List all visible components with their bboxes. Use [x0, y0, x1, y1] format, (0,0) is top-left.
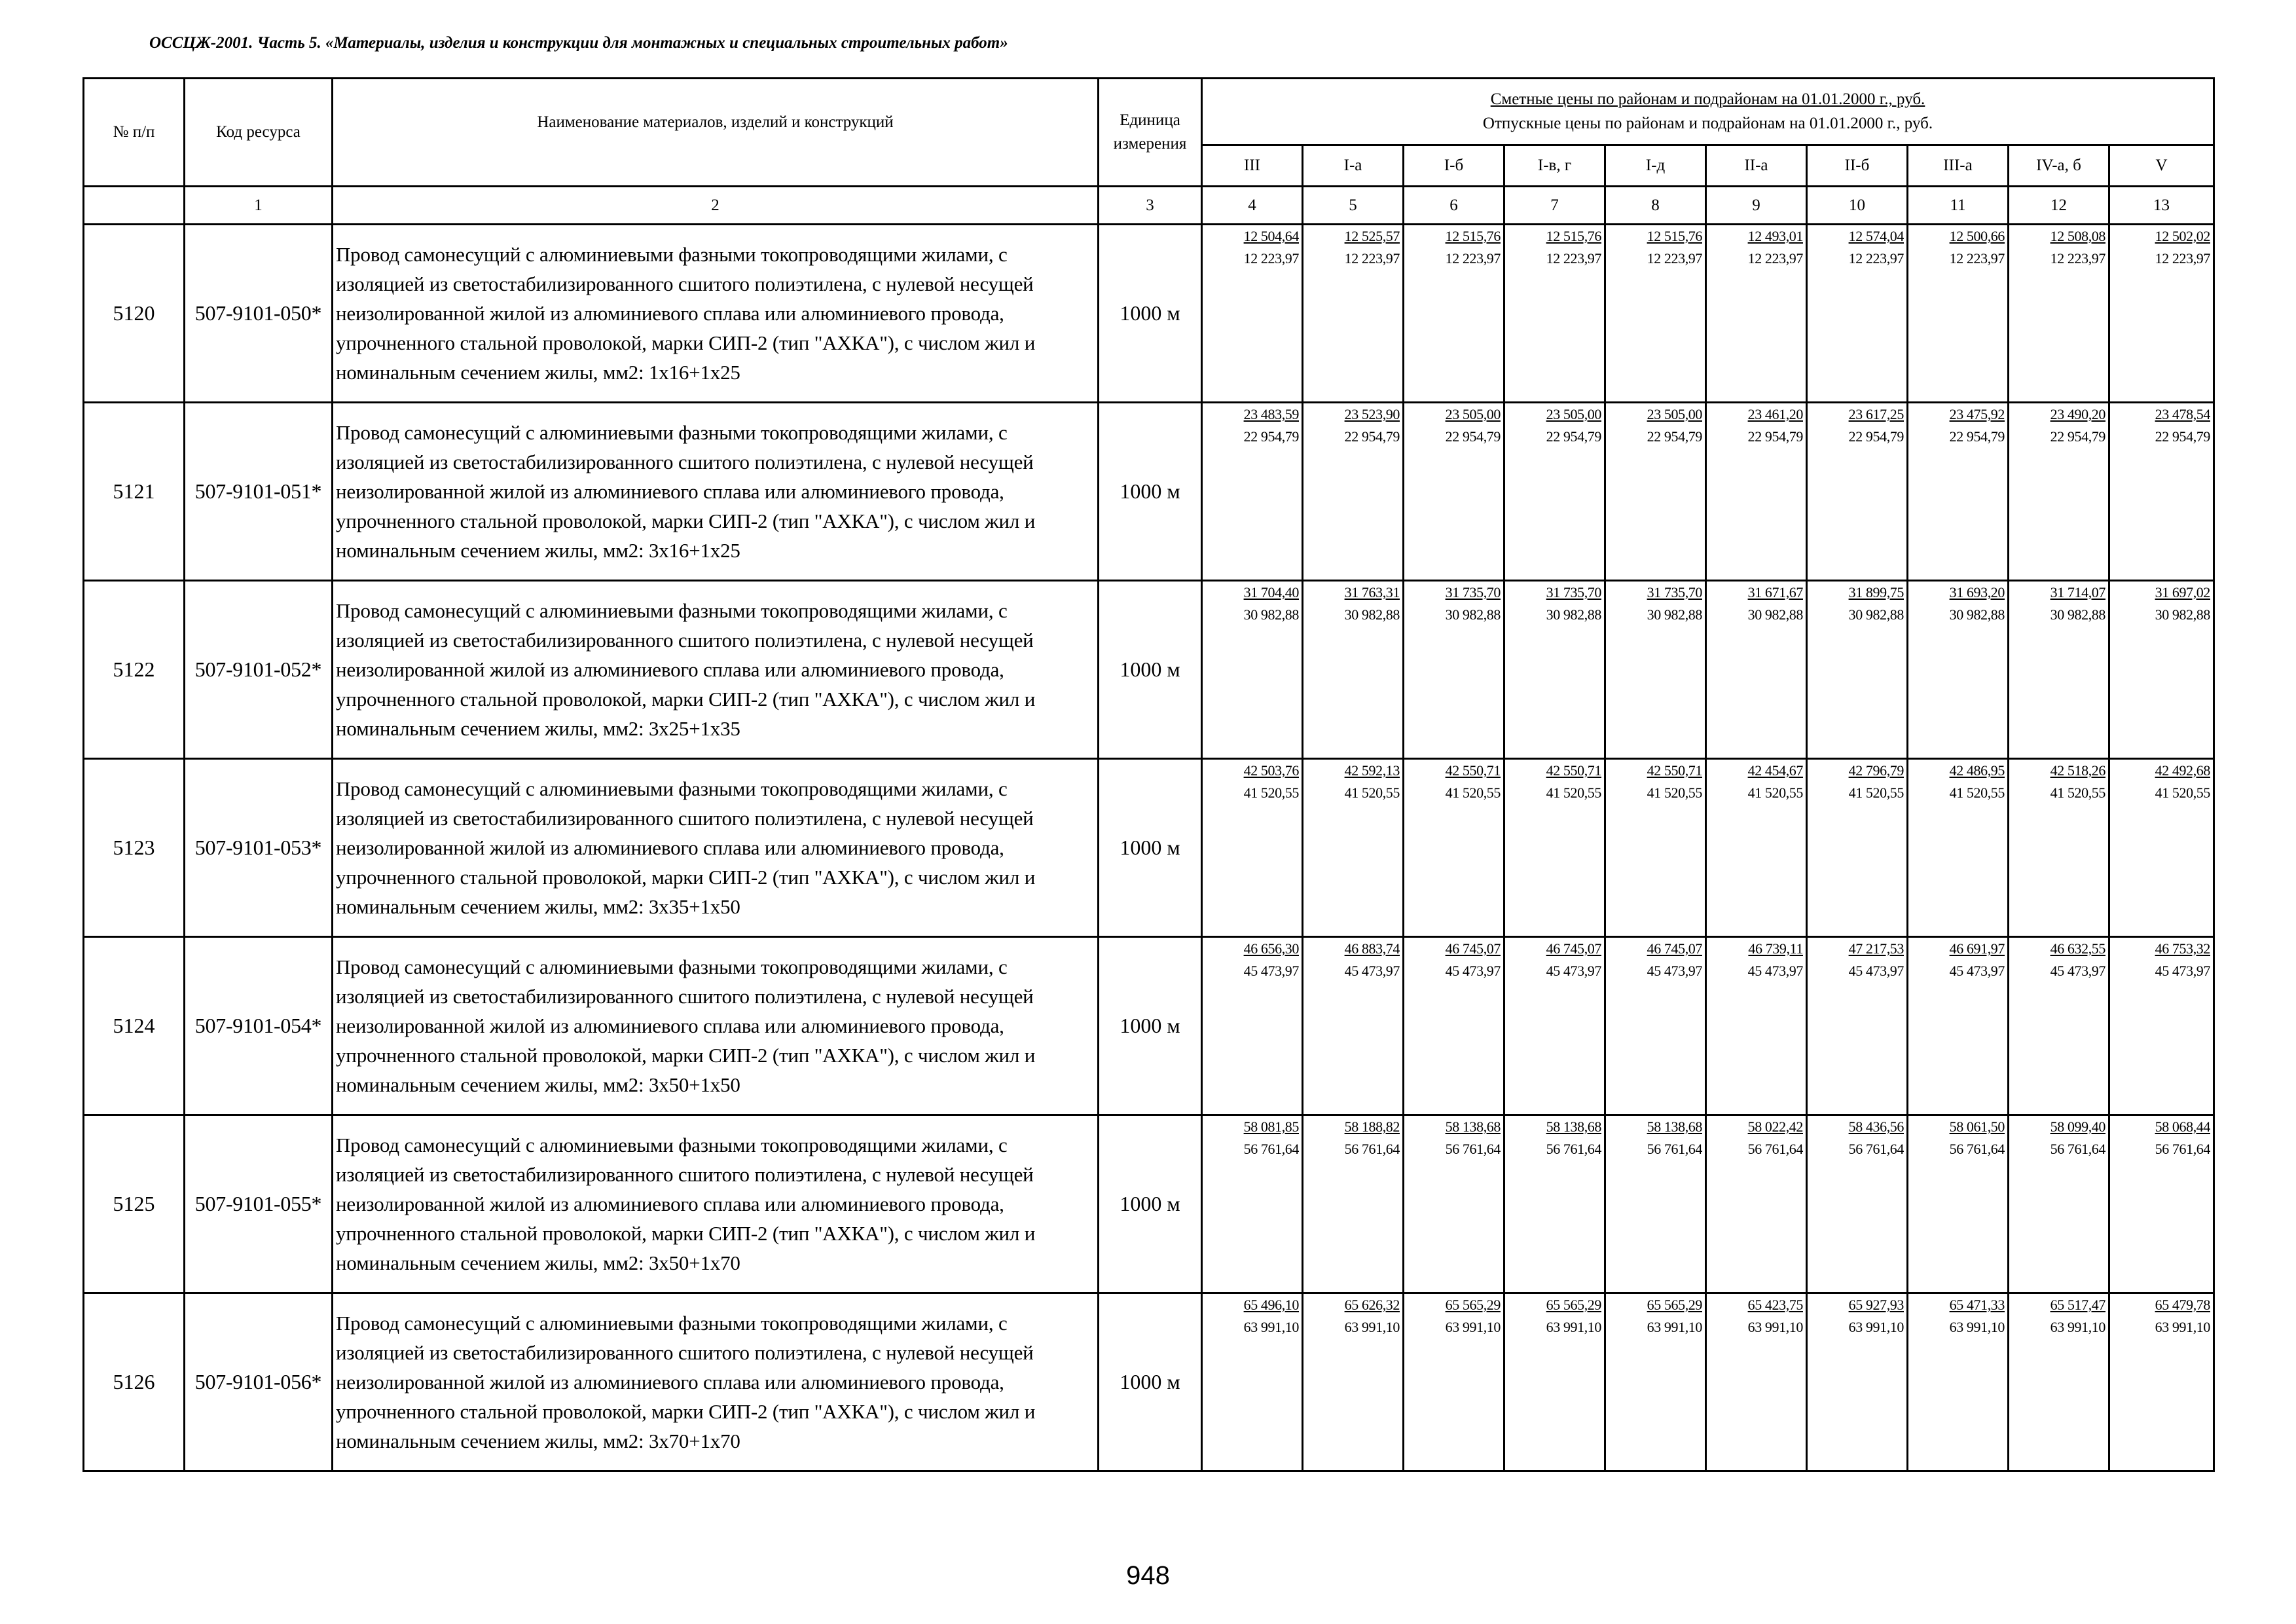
column-number: 4: [1202, 187, 1303, 225]
price-cell: [1202, 1293, 1303, 1471]
release-price: 22 954,79: [1344, 428, 1400, 445]
estimated-price: 12 515,76: [1647, 228, 1702, 244]
release-price: 30 982,88: [1949, 606, 2005, 623]
estimated-price: 46 883,74: [1344, 940, 1400, 957]
price-cell: [1202, 403, 1303, 581]
release-price: 22 954,79: [1747, 428, 1803, 445]
release-price: 41 520,55: [1848, 784, 1904, 801]
header-material-name: Наименование материалов, изделий и конструкций: [333, 79, 1099, 187]
price-cell: [1404, 759, 1504, 937]
header-resource-code: Код ресурса: [185, 79, 333, 187]
release-price: 30 982,88: [1445, 606, 1501, 623]
unit-cell: 1000 м: [1099, 1293, 1202, 1471]
release-price: 12 223,97: [1848, 250, 1904, 267]
price-cell: [1504, 403, 1605, 581]
release-price: 56 761,64: [2155, 1141, 2211, 1157]
material-name: Провод самонесущий с алюминиевыми фазными токопроводящими жилами, с изоляцией из светостабилизированного сшитого полиэтилена, с нулевой несущей неизолированной жилой из алюминиевого сплава или алюминиевого провода, упрочненного стальной проволокой, марки СИП-2 (тип "АХКА"), с числом жил и номинальным сечением жилы, мм2: 3х50+1х70: [333, 1115, 1099, 1293]
unit-cell: 1000 м: [1099, 759, 1202, 937]
release-price: 56 761,64: [1647, 1141, 1702, 1157]
release-price: 45 473,97: [1848, 963, 1904, 979]
price-cell: [1404, 1293, 1504, 1471]
release-price: 45 473,97: [2050, 963, 2105, 979]
price-cell: [1908, 759, 2009, 937]
price-cell: [1605, 937, 1706, 1115]
price-cell: [1807, 225, 1908, 403]
unit-cell: 1000 м: [1099, 581, 1202, 759]
estimated-price: 23 490,20: [2050, 406, 2105, 422]
release-price: 63 991,10: [1647, 1319, 1702, 1335]
row-number: 5126: [84, 1293, 185, 1471]
release-price: 41 520,55: [1747, 784, 1803, 801]
price-cell: [2109, 225, 2214, 403]
estimated-price: 65 626,32: [1344, 1297, 1400, 1313]
estimated-price: 23 475,92: [1949, 406, 2005, 422]
price-cell: [1706, 403, 1807, 581]
price-cell: [2009, 581, 2109, 759]
estimated-price: 58 188,82: [1344, 1118, 1400, 1135]
price-cell: [1908, 581, 2009, 759]
table-row: [84, 225, 2214, 403]
material-name: Провод самонесущий с алюминиевыми фазными токопроводящими жилами, с изоляцией из светостабилизированного сшитого полиэтилена, с нулевой несущей неизолированной жилой из алюминиевого сплава или алюминиевого провода, упрочненного стальной проволокой, марки СИП-2 (тип "АХКА"), с числом жил и номинальным сечением жилы, мм2: 3х70+1х70: [333, 1293, 1099, 1471]
price-cell: [1303, 937, 1404, 1115]
material-name: Провод самонесущий с алюминиевыми фазными токопроводящими жилами, с изоляцией из светостабилизированного сшитого полиэтилена, с нулевой несущей неизолированной жилой из алюминиевого сплава или алюминиевого провода, упрочненного стальной проволокой, марки СИП-2 (тип "АХКА"), с числом жил и номинальным сечением жилы, мм2: 1х16+1х25: [333, 225, 1099, 403]
estimated-price: 23 617,25: [1848, 406, 1904, 422]
price-cell: [1706, 1115, 1807, 1293]
release-price: 12 223,97: [2050, 250, 2105, 267]
release-price: 63 991,10: [1243, 1319, 1299, 1335]
unit-cell: 1000 м: [1099, 1115, 1202, 1293]
estimated-price: 12 502,02: [2155, 228, 2211, 244]
release-price: 45 473,97: [1949, 963, 2005, 979]
release-price: 56 761,64: [1445, 1141, 1501, 1157]
estimated-price: 65 927,93: [1848, 1297, 1904, 1313]
estimated-price: 46 739,11: [1748, 940, 1803, 957]
header-price-caption: [1202, 79, 2214, 145]
estimated-price: 42 492,68: [2155, 762, 2211, 779]
table-row: [84, 759, 2214, 937]
estimated-price: 12 508,08: [2050, 228, 2105, 244]
estimated-price: 46 745,07: [1546, 940, 1601, 957]
price-cell: [2109, 937, 2214, 1115]
price-cell: [1202, 1115, 1303, 1293]
release-price: 22 954,79: [1546, 428, 1601, 445]
estimated-price: 42 550,71: [1445, 762, 1501, 779]
column-number: 10: [1807, 187, 1908, 225]
estimated-price: 46 745,07: [1647, 940, 1702, 957]
price-cell: [1404, 403, 1504, 581]
price-cell: [1303, 581, 1404, 759]
release-price: 41 520,55: [1243, 784, 1299, 801]
release-price: 30 982,88: [1747, 606, 1803, 623]
price-cell: [1202, 937, 1303, 1115]
price-cell: [1706, 225, 1807, 403]
price-cell: [1908, 1293, 2009, 1471]
estimated-price: 31 763,31: [1344, 584, 1400, 600]
resource-code: 507-9101-052*: [185, 581, 333, 759]
material-name: Провод самонесущий с алюминиевыми фазными токопроводящими жилами, с изоляцией из светостабилизированного сшитого полиэтилена, с нулевой несущей неизолированной жилой из алюминиевого сплава или алюминиевого провода, упрочненного стальной проволокой, марки СИП-2 (тип "АХКА"), с числом жил и номинальным сечением жилы, мм2: 3х16+1х25: [333, 403, 1099, 581]
row-number: 5122: [84, 581, 185, 759]
caption-estimated-prices: Сметные цены по районам и подрайонам на 01.01.2000 г., руб.: [1490, 90, 1925, 109]
release-price: 45 473,97: [1747, 963, 1803, 979]
release-price: 56 761,64: [1848, 1141, 1904, 1157]
price-cell: [1202, 581, 1303, 759]
price-cell: [1605, 225, 1706, 403]
price-cell: [2109, 759, 2214, 937]
estimated-price: 65 517,47: [2050, 1297, 2105, 1313]
release-price: 22 954,79: [2050, 428, 2105, 445]
column-number: 6: [1404, 187, 1504, 225]
column-number: 3: [1099, 187, 1202, 225]
estimated-price: 58 022,42: [1747, 1118, 1803, 1135]
price-cell: [1605, 1293, 1706, 1471]
release-price: 12 223,97: [1445, 250, 1501, 267]
price-cell: [1605, 403, 1706, 581]
price-cell: [2009, 225, 2109, 403]
region-header: I-б: [1404, 145, 1504, 187]
estimated-price: 31 735,70: [1546, 584, 1601, 600]
release-price: 30 982,88: [2050, 606, 2105, 623]
price-cell: [1908, 1115, 2009, 1293]
release-price: 41 520,55: [1344, 784, 1400, 801]
region-header: III: [1202, 145, 1303, 187]
column-number: 9: [1706, 187, 1807, 225]
estimated-price: 58 138,68: [1546, 1118, 1601, 1135]
estimated-price: 58 061,50: [1949, 1118, 2005, 1135]
price-cell: [2109, 1115, 2214, 1293]
price-cell: [1504, 759, 1605, 937]
price-cell: [1807, 581, 1908, 759]
resource-code: 507-9101-055*: [185, 1115, 333, 1293]
release-price: 41 520,55: [2050, 784, 2105, 801]
release-price: 41 520,55: [1949, 784, 2005, 801]
release-price: 56 761,64: [1243, 1141, 1299, 1157]
release-price: 63 991,10: [1445, 1319, 1501, 1335]
release-price: 56 761,64: [1949, 1141, 2005, 1157]
region-header: I-д: [1605, 145, 1706, 187]
estimated-price: 42 454,67: [1747, 762, 1803, 779]
price-cell: [1807, 403, 1908, 581]
estimated-price: 65 565,29: [1445, 1297, 1501, 1313]
estimated-price: 31 671,67: [1747, 584, 1803, 600]
estimated-price: 23 505,00: [1546, 406, 1601, 422]
resource-code: 507-9101-053*: [185, 759, 333, 937]
release-price: 12 223,97: [1344, 250, 1400, 267]
estimated-price: 42 796,79: [1848, 762, 1904, 779]
release-price: 12 223,97: [1949, 250, 2005, 267]
release-price: 45 473,97: [1647, 963, 1702, 979]
estimated-price: 65 565,29: [1647, 1297, 1702, 1313]
estimated-price: 23 461,20: [1747, 406, 1803, 422]
estimated-price: 12 525,57: [1344, 228, 1400, 244]
price-cell: [1605, 581, 1706, 759]
price-cell: [2009, 403, 2109, 581]
price-cell: [1404, 581, 1504, 759]
estimated-price: 31 697,02: [2155, 584, 2211, 600]
price-cell: [1706, 581, 1807, 759]
table-row: [84, 581, 2214, 759]
price-cell: [1404, 937, 1504, 1115]
release-price: 12 223,97: [1546, 250, 1601, 267]
row-number: 5120: [84, 225, 185, 403]
release-price: 45 473,97: [1243, 963, 1299, 979]
price-cell: [1908, 225, 2009, 403]
release-price: 12 223,97: [1647, 250, 1702, 267]
release-price: 30 982,88: [1243, 606, 1299, 623]
price-cell: [1303, 1115, 1404, 1293]
estimated-price: 65 565,29: [1546, 1297, 1601, 1313]
release-price: 63 991,10: [1344, 1319, 1400, 1335]
price-cell: [1404, 225, 1504, 403]
estimated-price: 58 436,56: [1848, 1118, 1904, 1135]
price-cell: [2109, 1293, 2214, 1471]
estimated-price: 58 081,85: [1243, 1118, 1299, 1135]
release-price: 41 520,55: [1546, 784, 1601, 801]
price-cell: [2109, 581, 2214, 759]
price-cell: [2109, 403, 2214, 581]
region-header: I-а: [1303, 145, 1404, 187]
estimated-price: 58 099,40: [2050, 1118, 2105, 1135]
estimated-price: 46 632,55: [2050, 940, 2105, 957]
estimated-price: 23 505,00: [1647, 406, 1702, 422]
price-cell: [2009, 1293, 2109, 1471]
release-price: 45 473,97: [1445, 963, 1501, 979]
release-price: 41 520,55: [1445, 784, 1501, 801]
row-number: 5123: [84, 759, 185, 937]
release-price: 30 982,88: [1546, 606, 1601, 623]
release-price: 56 761,64: [1546, 1141, 1601, 1157]
estimated-price: 12 515,76: [1445, 228, 1501, 244]
release-price: 22 954,79: [1445, 428, 1501, 445]
estimated-price: 12 515,76: [1546, 228, 1601, 244]
price-cell: [1807, 937, 1908, 1115]
release-price: 30 982,88: [1647, 606, 1702, 623]
price-cell: [1504, 937, 1605, 1115]
estimated-price: 65 479,78: [2155, 1297, 2211, 1313]
estimated-price: 31 899,75: [1848, 584, 1904, 600]
estimated-price: 46 753,32: [2155, 940, 2211, 957]
estimated-price: 31 704,40: [1243, 584, 1299, 600]
region-header: V: [2109, 145, 2214, 187]
estimated-price: 31 735,70: [1647, 584, 1702, 600]
price-cell: [1303, 1293, 1404, 1471]
release-price: 12 223,97: [1243, 250, 1299, 267]
price-cell: [1404, 1115, 1504, 1293]
release-price: 41 520,55: [1647, 784, 1702, 801]
page-number: 948: [1126, 1561, 1170, 1590]
release-price: 63 991,10: [1747, 1319, 1803, 1335]
unit-cell: 1000 м: [1099, 937, 1202, 1115]
price-cell: [1706, 937, 1807, 1115]
table-row: [84, 1115, 2214, 1293]
estimated-price: 31 693,20: [1949, 584, 2005, 600]
release-price: 56 761,64: [2050, 1141, 2105, 1157]
material-name: Провод самонесущий с алюминиевыми фазными токопроводящими жилами, с изоляцией из светостабилизированного сшитого полиэтилена, с нулевой несущей неизолированной жилой из алюминиевого сплава или алюминиевого провода, упрочненного стальной проволокой, марки СИП-2 (тип "АХКА"), с числом жил и номинальным сечением жилы, мм2: 3х50+1х50: [333, 937, 1099, 1115]
release-price: 12 223,97: [1747, 250, 1803, 267]
column-number: 11: [1908, 187, 2009, 225]
estimated-price: 47 217,53: [1848, 940, 1904, 957]
column-number: 5: [1303, 187, 1404, 225]
estimated-price: 12 574,04: [1848, 228, 1904, 244]
estimated-price: 58 138,68: [1445, 1118, 1501, 1135]
estimated-price: 46 745,07: [1445, 940, 1501, 957]
table-row: [84, 403, 2214, 581]
estimated-price: 42 486,95: [1949, 762, 2005, 779]
region-header: II-б: [1807, 145, 1908, 187]
column-number: 8: [1605, 187, 1706, 225]
release-price: 45 473,97: [2155, 963, 2211, 979]
column-number: [84, 187, 185, 225]
price-cell: [1605, 1115, 1706, 1293]
caption-release-prices: Отпускные цены по районам и подрайонам на 01.01.2000 г., руб.: [1482, 114, 1933, 132]
unit-cell: 1000 м: [1099, 225, 1202, 403]
column-number: 1: [185, 187, 333, 225]
region-header: IV-а, б: [2009, 145, 2109, 187]
table-row: [84, 937, 2214, 1115]
estimated-price: 23 523,90: [1344, 406, 1400, 422]
release-price: 41 520,55: [2155, 784, 2211, 801]
column-number: 13: [2109, 187, 2214, 225]
header-unit: Единица измерения: [1099, 79, 1202, 187]
estimated-price: 58 138,68: [1647, 1118, 1702, 1135]
estimated-price: 65 423,75: [1747, 1297, 1803, 1313]
estimated-price: 42 592,13: [1344, 762, 1400, 779]
region-header: I-в, г: [1504, 145, 1605, 187]
resource-code: 507-9101-050*: [185, 225, 333, 403]
price-cell: [1807, 759, 1908, 937]
column-number: 12: [2009, 187, 2109, 225]
price-cell: [1706, 759, 1807, 937]
table-row: [84, 1293, 2214, 1471]
estimated-price: 42 550,71: [1647, 762, 1702, 779]
price-cell: [1504, 1115, 1605, 1293]
estimated-price: 31 735,70: [1445, 584, 1501, 600]
estimated-price: 23 505,00: [1445, 406, 1501, 422]
price-cell: [1303, 759, 1404, 937]
release-price: 22 954,79: [1647, 428, 1702, 445]
price-cell: [1504, 225, 1605, 403]
price-cell: [1605, 759, 1706, 937]
release-price: 22 954,79: [1848, 428, 1904, 445]
price-cell: [1202, 225, 1303, 403]
price-cell: [1504, 1293, 1605, 1471]
price-cell: [1303, 403, 1404, 581]
page-header: ОССЦЖ-2001. Часть 5. «Материалы, изделия и конструкции для монтажных и специальных строительных работ»: [149, 34, 1008, 52]
price-cell: [1807, 1293, 1908, 1471]
price-cell: [1908, 403, 2009, 581]
price-cell: [1706, 1293, 1807, 1471]
estimated-price: 58 068,44: [2155, 1118, 2211, 1135]
estimated-price: 65 471,33: [1949, 1297, 2005, 1313]
column-number: 2: [333, 187, 1099, 225]
row-number: 5124: [84, 937, 185, 1115]
estimated-price: 12 493,01: [1747, 228, 1803, 244]
price-table: [82, 77, 2215, 1472]
estimated-price: 12 504,64: [1243, 228, 1299, 244]
region-header: II-а: [1706, 145, 1807, 187]
release-price: 30 982,88: [1344, 606, 1400, 623]
release-price: 30 982,88: [1848, 606, 1904, 623]
resource-code: 507-9101-056*: [185, 1293, 333, 1471]
estimated-price: 65 496,10: [1243, 1297, 1299, 1313]
estimated-price: 12 500,66: [1949, 228, 2005, 244]
estimated-price: 42 518,26: [2050, 762, 2105, 779]
estimated-price: 46 656,30: [1243, 940, 1299, 957]
price-cell: [1908, 937, 2009, 1115]
price-cell: [2009, 1115, 2109, 1293]
price-cell: [1303, 225, 1404, 403]
material-name: Провод самонесущий с алюминиевыми фазными токопроводящими жилами, с изоляцией из светостабилизированного сшитого полиэтилена, с нулевой несущей неизолированной жилой из алюминиевого сплава или алюминиевого провода, упрочненного стальной проволокой, марки СИП-2 (тип "АХКА"), с числом жил и номинальным сечением жилы, мм2: 3х35+1х50: [333, 759, 1099, 937]
resource-code: 507-9101-054*: [185, 937, 333, 1115]
unit-cell: 1000 м: [1099, 403, 1202, 581]
release-price: 45 473,97: [1546, 963, 1601, 979]
release-price: 22 954,79: [1949, 428, 2005, 445]
price-cell: [1504, 581, 1605, 759]
release-price: 63 991,10: [1848, 1319, 1904, 1335]
release-price: 12 223,97: [2155, 250, 2211, 267]
price-cell: [2009, 759, 2109, 937]
estimated-price: 42 503,76: [1243, 762, 1299, 779]
release-price: 22 954,79: [2155, 428, 2211, 445]
release-price: 22 954,79: [1243, 428, 1299, 445]
release-price: 56 761,64: [1344, 1141, 1400, 1157]
material-name: Провод самонесущий с алюминиевыми фазными токопроводящими жилами, с изоляцией из светостабилизированного сшитого полиэтилена, с нулевой несущей неизолированной жилой из алюминиевого сплава или алюминиевого провода, упрочненного стальной проволокой, марки СИП-2 (тип "АХКА"), с числом жил и номинальным сечением жилы, мм2: 3х25+1х35: [333, 581, 1099, 759]
price-cell: [2009, 937, 2109, 1115]
column-number: 7: [1504, 187, 1605, 225]
estimated-price: 23 478,54: [2155, 406, 2211, 422]
release-price: 63 991,10: [2050, 1319, 2105, 1335]
release-price: 45 473,97: [1344, 963, 1400, 979]
estimated-price: 31 714,07: [2050, 584, 2105, 600]
header-row-number: № п/п: [84, 79, 185, 187]
price-cell: [1202, 759, 1303, 937]
resource-code: 507-9101-051*: [185, 403, 333, 581]
row-number: 5121: [84, 403, 185, 581]
region-header: III-а: [1908, 145, 2009, 187]
release-price: 30 982,88: [2155, 606, 2211, 623]
release-price: 56 761,64: [1747, 1141, 1803, 1157]
release-price: 63 991,10: [1949, 1319, 2005, 1335]
release-price: 63 991,10: [1546, 1319, 1601, 1335]
estimated-price: 46 691,97: [1949, 940, 2005, 957]
estimated-price: 42 550,71: [1546, 762, 1601, 779]
estimated-price: 23 483,59: [1243, 406, 1299, 422]
price-cell: [1807, 1115, 1908, 1293]
release-price: 63 991,10: [2155, 1319, 2211, 1335]
row-number: 5125: [84, 1115, 185, 1293]
